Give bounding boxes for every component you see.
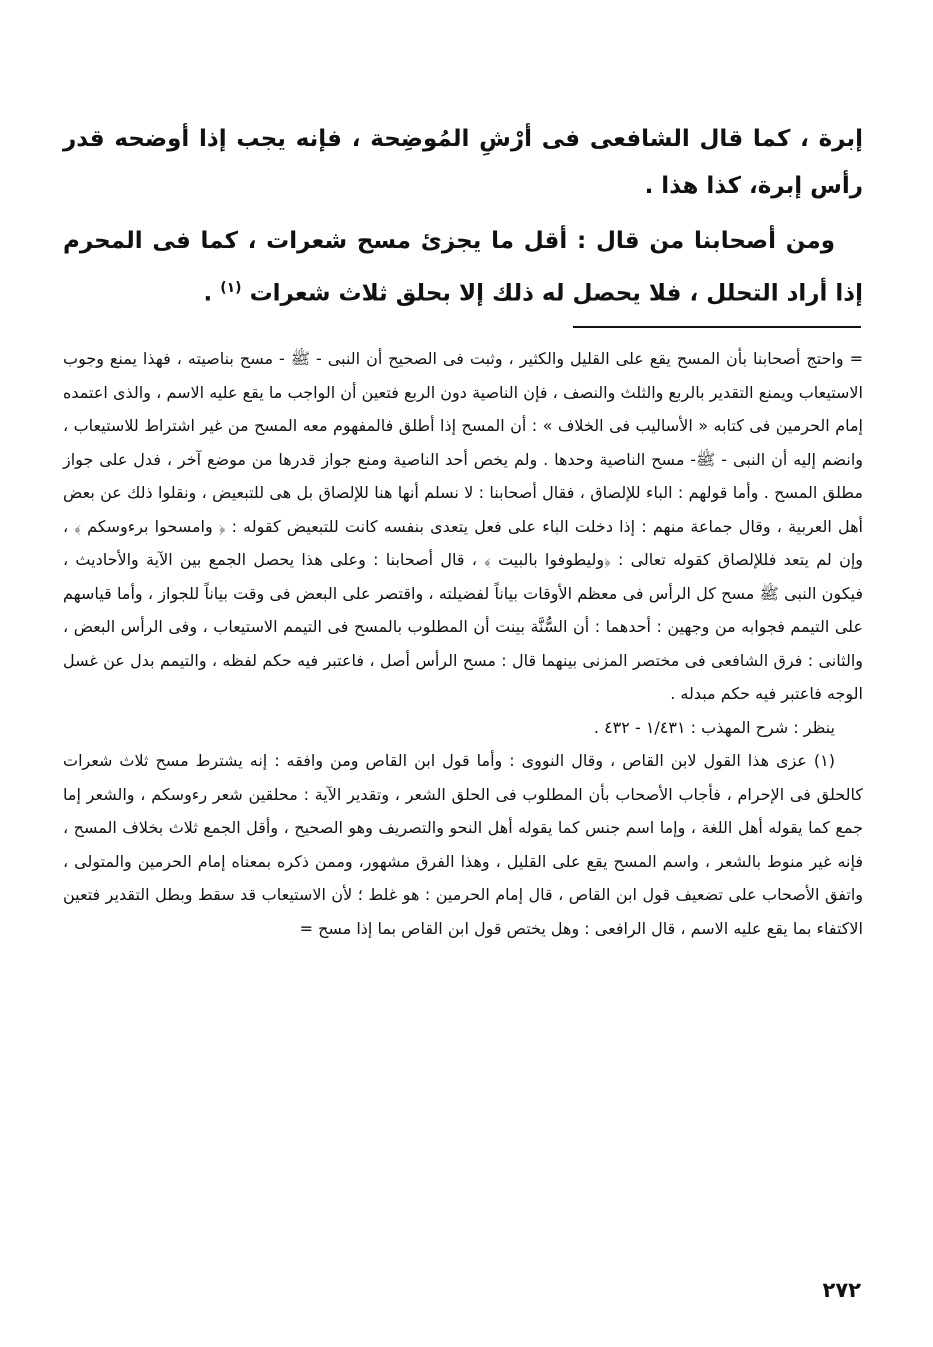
page-number: ٢٧٢: [822, 1278, 861, 1302]
main-paragraph-2-end: .: [203, 280, 221, 307]
footnote-continued: = واحتج أصحابنا بأن المسح يقع على القليل والكثير ، وثبت فى الصحيح أن النبى - ﷺ - مسح بناصيته ، فهذا يمنع وجوب الاستيعاب ويمنع التقدير بالربع والثلث والنصف ، فإن الناصية دون الربع فتعين أن الواجب ما يقع عليه الاسم ، والذى اعتمده إمام الحرمين فى كتابه « الأساليب فى الخلاف » : أن المسح إذا أطلق فالمفهوم معه المسح من غير اشتراط للاستيعاب ، وانضم إليه أن النبى - ﷺ- مسح الناصية وحدها . ولم يخص أحد الناصية ومنع جواز قدرها من موضع آخر ، فدل على جواز مطلق المسح . وأما قولهم : الباء للإلصاق ، فقال أصحابنا : لا نسلم أنها هنا للإلصاق بل هى للتبعيض ، ونقلوا ذلك عن بعض أهل العربية ، وقال جماعة منهم : إذا دخلت الباء على فعل يتعدى بنفسه كانت للتبعيض كقوله : ﴿ وامسحوا برءوسكم ﴾ ، وإن لم يتعد فللإلصاق كقوله تعالى : ﴿وليطوفوا بالبيت ﴾ ، قال أصحابنا : وعلى هذا يحصل الجمع بين الآية والأحاديث ، فيكون النبى ﷺ مسح كل الرأس فى معظم الأوقات بياناً لفضيلته ، واقتصر على البعض فى وقت بياناً للجواز ، وأما قياسهم على التيمم فجوابه من وجهين : أحدهما : أن السُّنَّة بينت أن المطلوب بالمسح فى التيمم الاستيعاب ، وفى الرأس البعض ، والثانى : فرق الشافعى فى مختصر المزنى بينهما قال : مسح الرأس أصل ، فاعتبر فيه حكم لفظه ، والتيمم بدل عن غسل الوجه فاعتبر فيه حكم مبدله .: [63, 349, 863, 703]
footnotes: [63, 342, 863, 945]
main-paragraph-2-text: ومن أصحابنا من قال : أقل ما يجزئ مسح شعرات ، كما فى المحرم إذا أراد التحلل ، فلا يحصل له ذلك إلا بحلق ثلاث شعرات: [63, 228, 863, 307]
main-paragraph-1: إبرة ، كما قال الشافعى فى أرْشِ المُوضِحة ، فإنه يجب إذا أوضحه قدر رأس إبرة، كذا هذا .: [63, 126, 863, 199]
footnote-separator: [573, 326, 861, 328]
main-text: [63, 116, 863, 318]
main-paragraph-2: [63, 218, 863, 318]
footnote-reference-line: ينظر : شرح المهذب : ١/٤٣١ - ٤٣٢ .: [593, 717, 835, 737]
footnote-1: (١) عزى هذا القول لابن القاص ، وقال النووى : وأما قول ابن القاص ومن وافقه : إنه يشترط مسح ثلاث شعرات كالحلق فى الإحرام ، فأجاب الأصحاب بأن المطلوب فى الحلق الشعر ، وتقدير الآية : محلقين شعر رءوسكم ، والشعر إما جمع كما يقوله أهل اللغة ، وإما اسم جنس كما يقوله أهل النحو والتصريف وهو الصحيح ، وأقل الجمع ثلاث بخلاف المسح ، فإنه غير منوط بالشعر ، واسم المسح يقع على القليل ، وهذا الفرق مشهور، وممن ذكره بمعناه إمام الحرمين والمتولى ، واتفق الأصحاب على تضعيف قول ابن القاص ، قال إمام الحرمين : هو غلط ؛ لأن الاستيعاب قد سقط وبطل التقدير فتعين الاكتفاء بما يقع عليه الاسم ، قال الرافعى : وهل يختص قول ابن القاص بما إذا مسح =: [63, 751, 863, 938]
footnote-reference[interactable]: (١): [220, 280, 242, 296]
